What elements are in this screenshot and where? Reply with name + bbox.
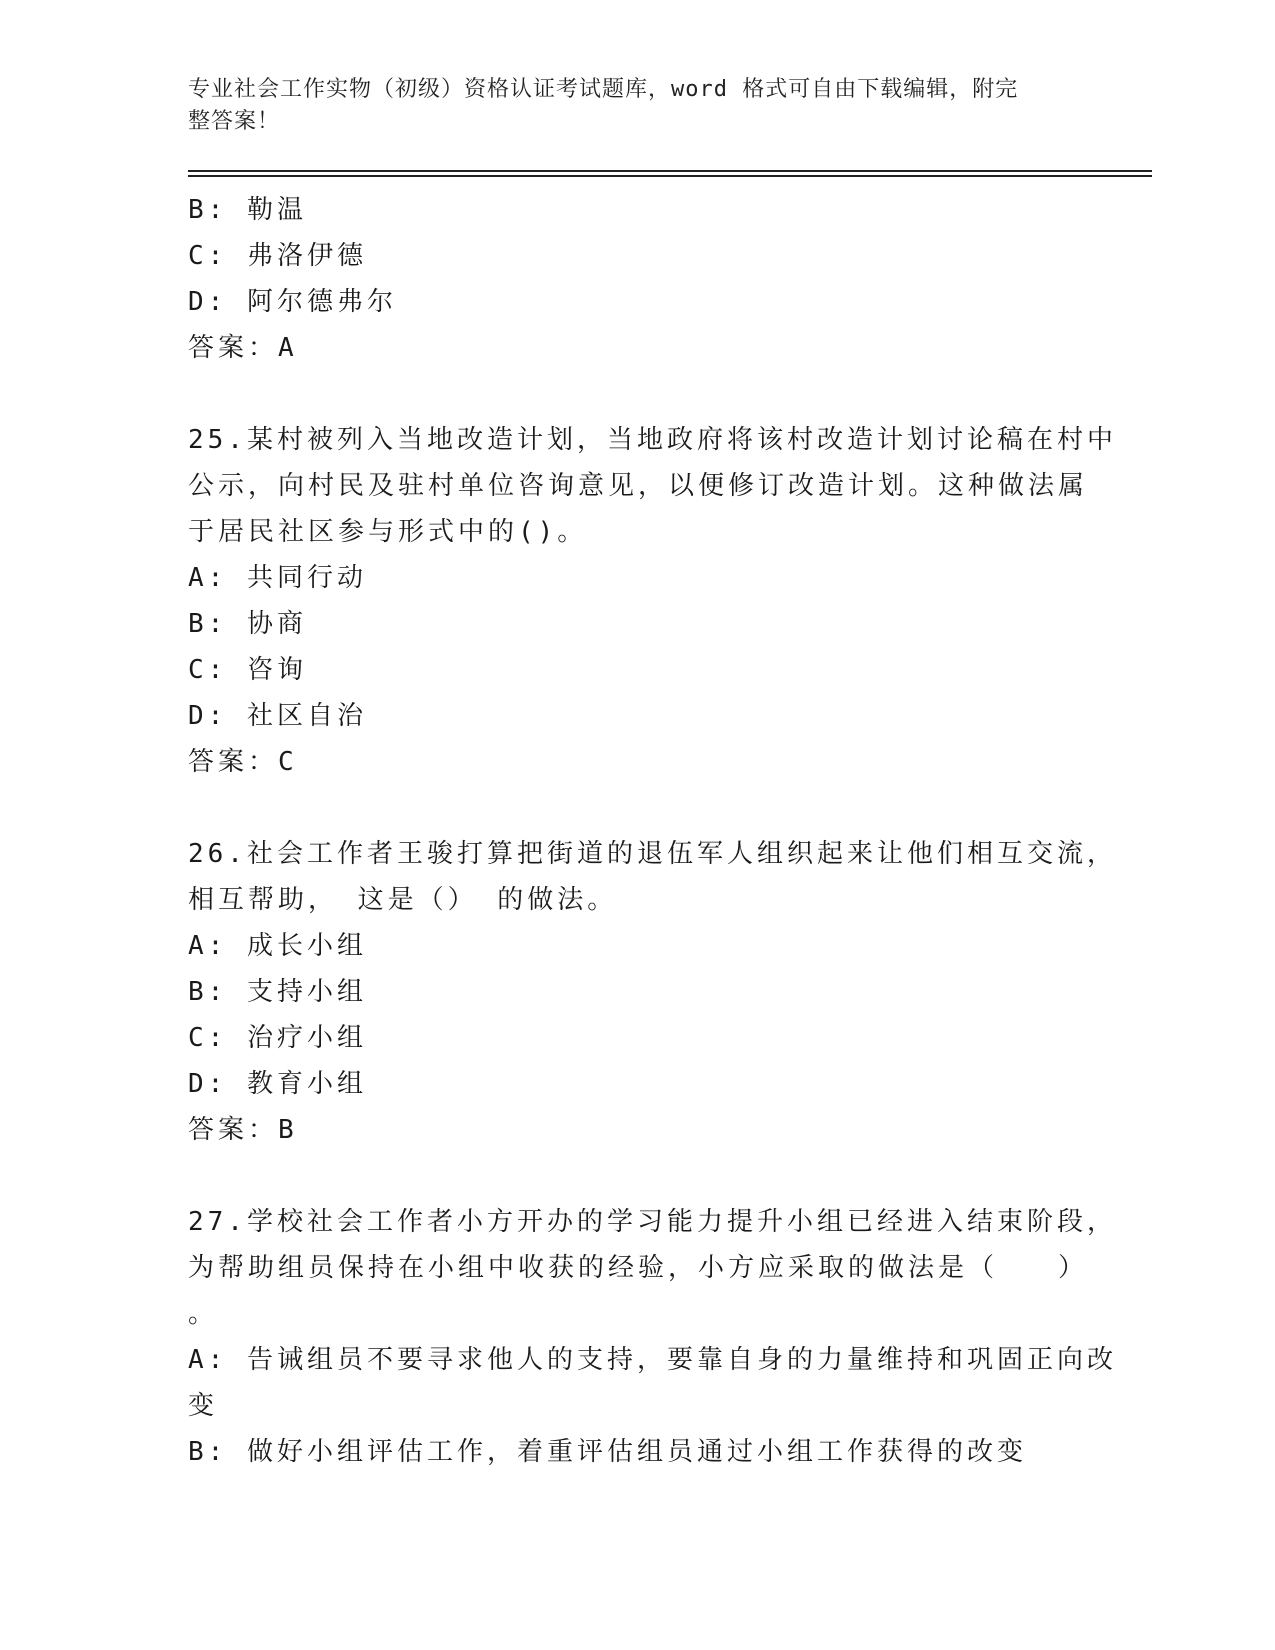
option-a: A: 成长小组 (188, 931, 367, 961)
question-26 (188, 831, 1117, 1153)
question-stem-line: 相互帮助， 这是（） 的做法。 (188, 885, 618, 915)
page-header (188, 74, 1068, 138)
question-list (188, 187, 1117, 1475)
option-b: B: 勒温 (188, 195, 307, 225)
option-a-continued: 变 (188, 1391, 219, 1421)
question-24-continued (188, 187, 1088, 371)
option-d: D: 教育小组 (188, 1069, 367, 1099)
question-stem-line: 公示，向村民及驻村单位咨询意见，以便修订改造计划。这种做法属 (188, 471, 1089, 501)
option-b: B: 支持小组 (188, 977, 367, 1007)
option-a: A: 告诫组员不要寻求他人的支持，要靠自身的力量维持和巩固正向改 (188, 1345, 1117, 1375)
option-c: C: 咨询 (188, 655, 307, 685)
option-a: A: 共同行动 (188, 563, 367, 593)
header-rule-bottom (188, 175, 1152, 177)
question-stem-line: 26.社会工作者王骏打算把街道的退伍军人组织起来让他们相互交流， (188, 839, 1117, 869)
answer: 答案：C (188, 747, 298, 777)
question-27 (188, 1199, 1117, 1475)
answer: 答案：A (188, 333, 298, 363)
question-stem-line: 25.某村被列入当地改造计划，当地政府将该村改造计划讨论稿在村中 (188, 425, 1117, 455)
option-d: D: 社区自治 (188, 701, 367, 731)
header-rule-top (188, 170, 1152, 172)
option-b: B: 协商 (188, 609, 307, 639)
option-c: C: 治疗小组 (188, 1023, 367, 1053)
question-25 (188, 417, 1117, 785)
question-stem-line: 27.学校社会工作者小方开办的学习能力提升小组已经进入结束阶段， (188, 1207, 1117, 1237)
answer: 答案：B (188, 1115, 298, 1145)
question-stem-line: 。 (188, 1299, 219, 1329)
header-line-2: 整答案！ (188, 109, 281, 134)
question-stem-line: 于居民社区参与形式中的()。 (188, 517, 588, 547)
option-d: D: 阿尔德弗尔 (188, 287, 397, 317)
option-c: C: 弗洛伊德 (188, 241, 367, 271)
option-b: B: 做好小组评估工作，着重评估组员通过小组工作获得的改变 (188, 1437, 1027, 1467)
header-line-1: 专业社会工作实物（初级）资格认证考试题库，word 格式可自由下载编辑，附完 (188, 77, 1019, 102)
question-stem-line: 为帮助组员保持在小组中收获的经验，小方应采取的做法是（ ） (188, 1253, 1089, 1283)
